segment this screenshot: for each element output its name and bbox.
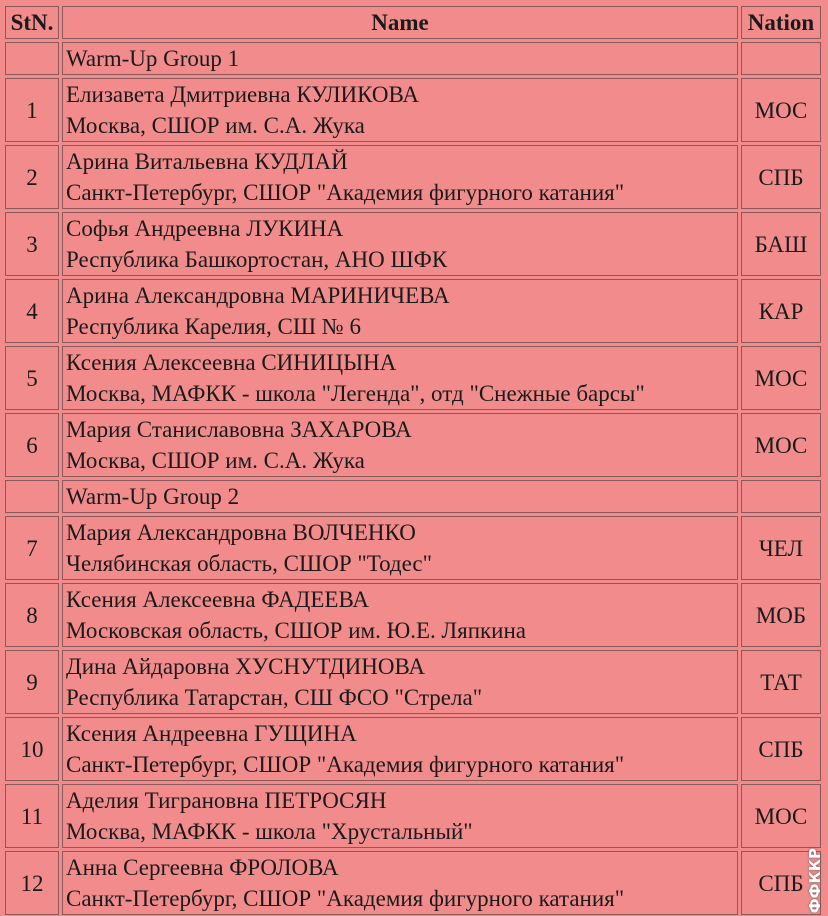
rows-body xyxy=(5,42,821,915)
athlete-name: Мария Александровна ВОЛЧЕНКО xyxy=(66,520,416,545)
athlete-name: Анна Сергеевна ФРОЛОВА xyxy=(66,855,339,880)
athlete-nation: МОС xyxy=(741,78,821,142)
athlete-cell xyxy=(62,346,738,410)
group-label: Warm-Up Group 2 xyxy=(62,480,738,513)
athlete-club: Республика Башкортостан, АНО ШФК xyxy=(66,247,448,272)
header-name: Name xyxy=(62,6,738,39)
group-label: Warm-Up Group 1 xyxy=(62,42,738,75)
athlete-cell xyxy=(62,78,738,142)
athlete-row xyxy=(5,78,821,142)
athlete-nation: ЧЕЛ xyxy=(741,516,821,580)
start-number: 3 xyxy=(5,212,59,276)
athlete-name: Аделия Тиграновна ПЕТРОСЯН xyxy=(66,788,387,813)
athlete-cell xyxy=(62,212,738,276)
athlete-nation: СПБ xyxy=(741,717,821,781)
group-stn-cell xyxy=(5,42,59,75)
athlete-club: Республика Татарстан, СШ ФСО "Стрела" xyxy=(66,685,483,710)
warmup-group-row xyxy=(5,480,821,513)
athlete-club: Москва, СШОР им. С.А. Жука xyxy=(66,113,365,138)
athlete-row xyxy=(5,346,821,410)
watermark-text: ФФККР xyxy=(806,848,824,914)
athlete-name: Ксения Алексеевна ФАДЕЕВА xyxy=(66,587,369,612)
start-number: 12 xyxy=(5,851,59,915)
athlete-cell xyxy=(62,145,738,209)
start-number: 1 xyxy=(5,78,59,142)
athlete-cell xyxy=(62,717,738,781)
athlete-name: Ксения Андреевна ГУЩИНА xyxy=(66,721,357,746)
athlete-row xyxy=(5,145,821,209)
athlete-row xyxy=(5,212,821,276)
start-number: 5 xyxy=(5,346,59,410)
start-list-table xyxy=(2,3,824,916)
athlete-club: Челябинская область, СШОР "Тодес" xyxy=(66,551,432,576)
warmup-group-row xyxy=(5,42,821,75)
athlete-name: Софья Андреевна ЛУКИНА xyxy=(66,216,344,241)
athlete-club: Санкт-Петербург, СШОР "Академия фигурного катания" xyxy=(66,886,625,911)
start-number: 10 xyxy=(5,717,59,781)
athlete-cell xyxy=(62,851,738,915)
athlete-name: Ксения Алексеевна СИНИЦЫНА xyxy=(66,350,397,375)
header-nation: Nation xyxy=(741,6,821,39)
athlete-name: Арина Витальевна КУДЛАЙ xyxy=(66,149,348,174)
group-stn-cell xyxy=(5,480,59,513)
athlete-nation: СПБ xyxy=(741,145,821,209)
athlete-row xyxy=(5,784,821,848)
athlete-row xyxy=(5,413,821,477)
athlete-nation: КАР xyxy=(741,279,821,343)
athlete-club: Санкт-Петербург, СШОР "Академия фигурного катания" xyxy=(66,180,625,205)
athlete-nation: БАШ xyxy=(741,212,821,276)
start-number: 8 xyxy=(5,583,59,647)
athlete-row xyxy=(5,717,821,781)
athlete-row xyxy=(5,851,821,915)
athlete-cell xyxy=(62,279,738,343)
group-nation-cell xyxy=(741,480,821,513)
athlete-nation: ТАТ xyxy=(741,650,821,714)
athlete-nation: МОС xyxy=(741,784,821,848)
athlete-row xyxy=(5,516,821,580)
athlete-club: Санкт-Петербург, СШОР "Академия фигурного катания" xyxy=(66,752,625,777)
athlete-cell xyxy=(62,516,738,580)
athlete-club: Республика Карелия, СШ № 6 xyxy=(66,314,361,339)
athlete-nation: МОБ xyxy=(741,583,821,647)
start-number: 11 xyxy=(5,784,59,848)
athlete-cell xyxy=(62,650,738,714)
athlete-row xyxy=(5,583,821,647)
athlete-club: Московская область, СШОР им. Ю.Е. Ляпкина xyxy=(66,618,527,643)
athlete-name: Дина Айдаровна ХУСНУТДИНОВА xyxy=(66,654,425,679)
start-number: 6 xyxy=(5,413,59,477)
athlete-name: Елизавета Дмитриевна КУЛИКОВА xyxy=(66,82,420,107)
start-number: 7 xyxy=(5,516,59,580)
start-number: 9 xyxy=(5,650,59,714)
athlete-name: Мария Станиславовна ЗАХАРОВА xyxy=(66,417,412,442)
athlete-nation: МОС xyxy=(741,346,821,410)
athlete-nation: СПБ xyxy=(741,851,821,915)
athlete-nation: МОС xyxy=(741,413,821,477)
athlete-cell xyxy=(62,784,738,848)
header-stn: StN. xyxy=(5,6,59,39)
athlete-name: Арина Александровна МАРИНИЧЕВА xyxy=(66,283,450,308)
athlete-club: Москва, МАФКК - школа "Хрустальный" xyxy=(66,819,473,844)
group-nation-cell xyxy=(741,42,821,75)
start-number: 4 xyxy=(5,279,59,343)
header-row xyxy=(5,6,821,39)
athlete-row xyxy=(5,650,821,714)
start-number: 2 xyxy=(5,145,59,209)
athlete-club: Москва, МАФКК - школа "Легенда", отд "Снежные барсы" xyxy=(66,381,645,406)
athlete-cell xyxy=(62,413,738,477)
athlete-row xyxy=(5,279,821,343)
athlete-club: Москва, СШОР им. С.А. Жука xyxy=(66,448,365,473)
athlete-cell xyxy=(62,583,738,647)
